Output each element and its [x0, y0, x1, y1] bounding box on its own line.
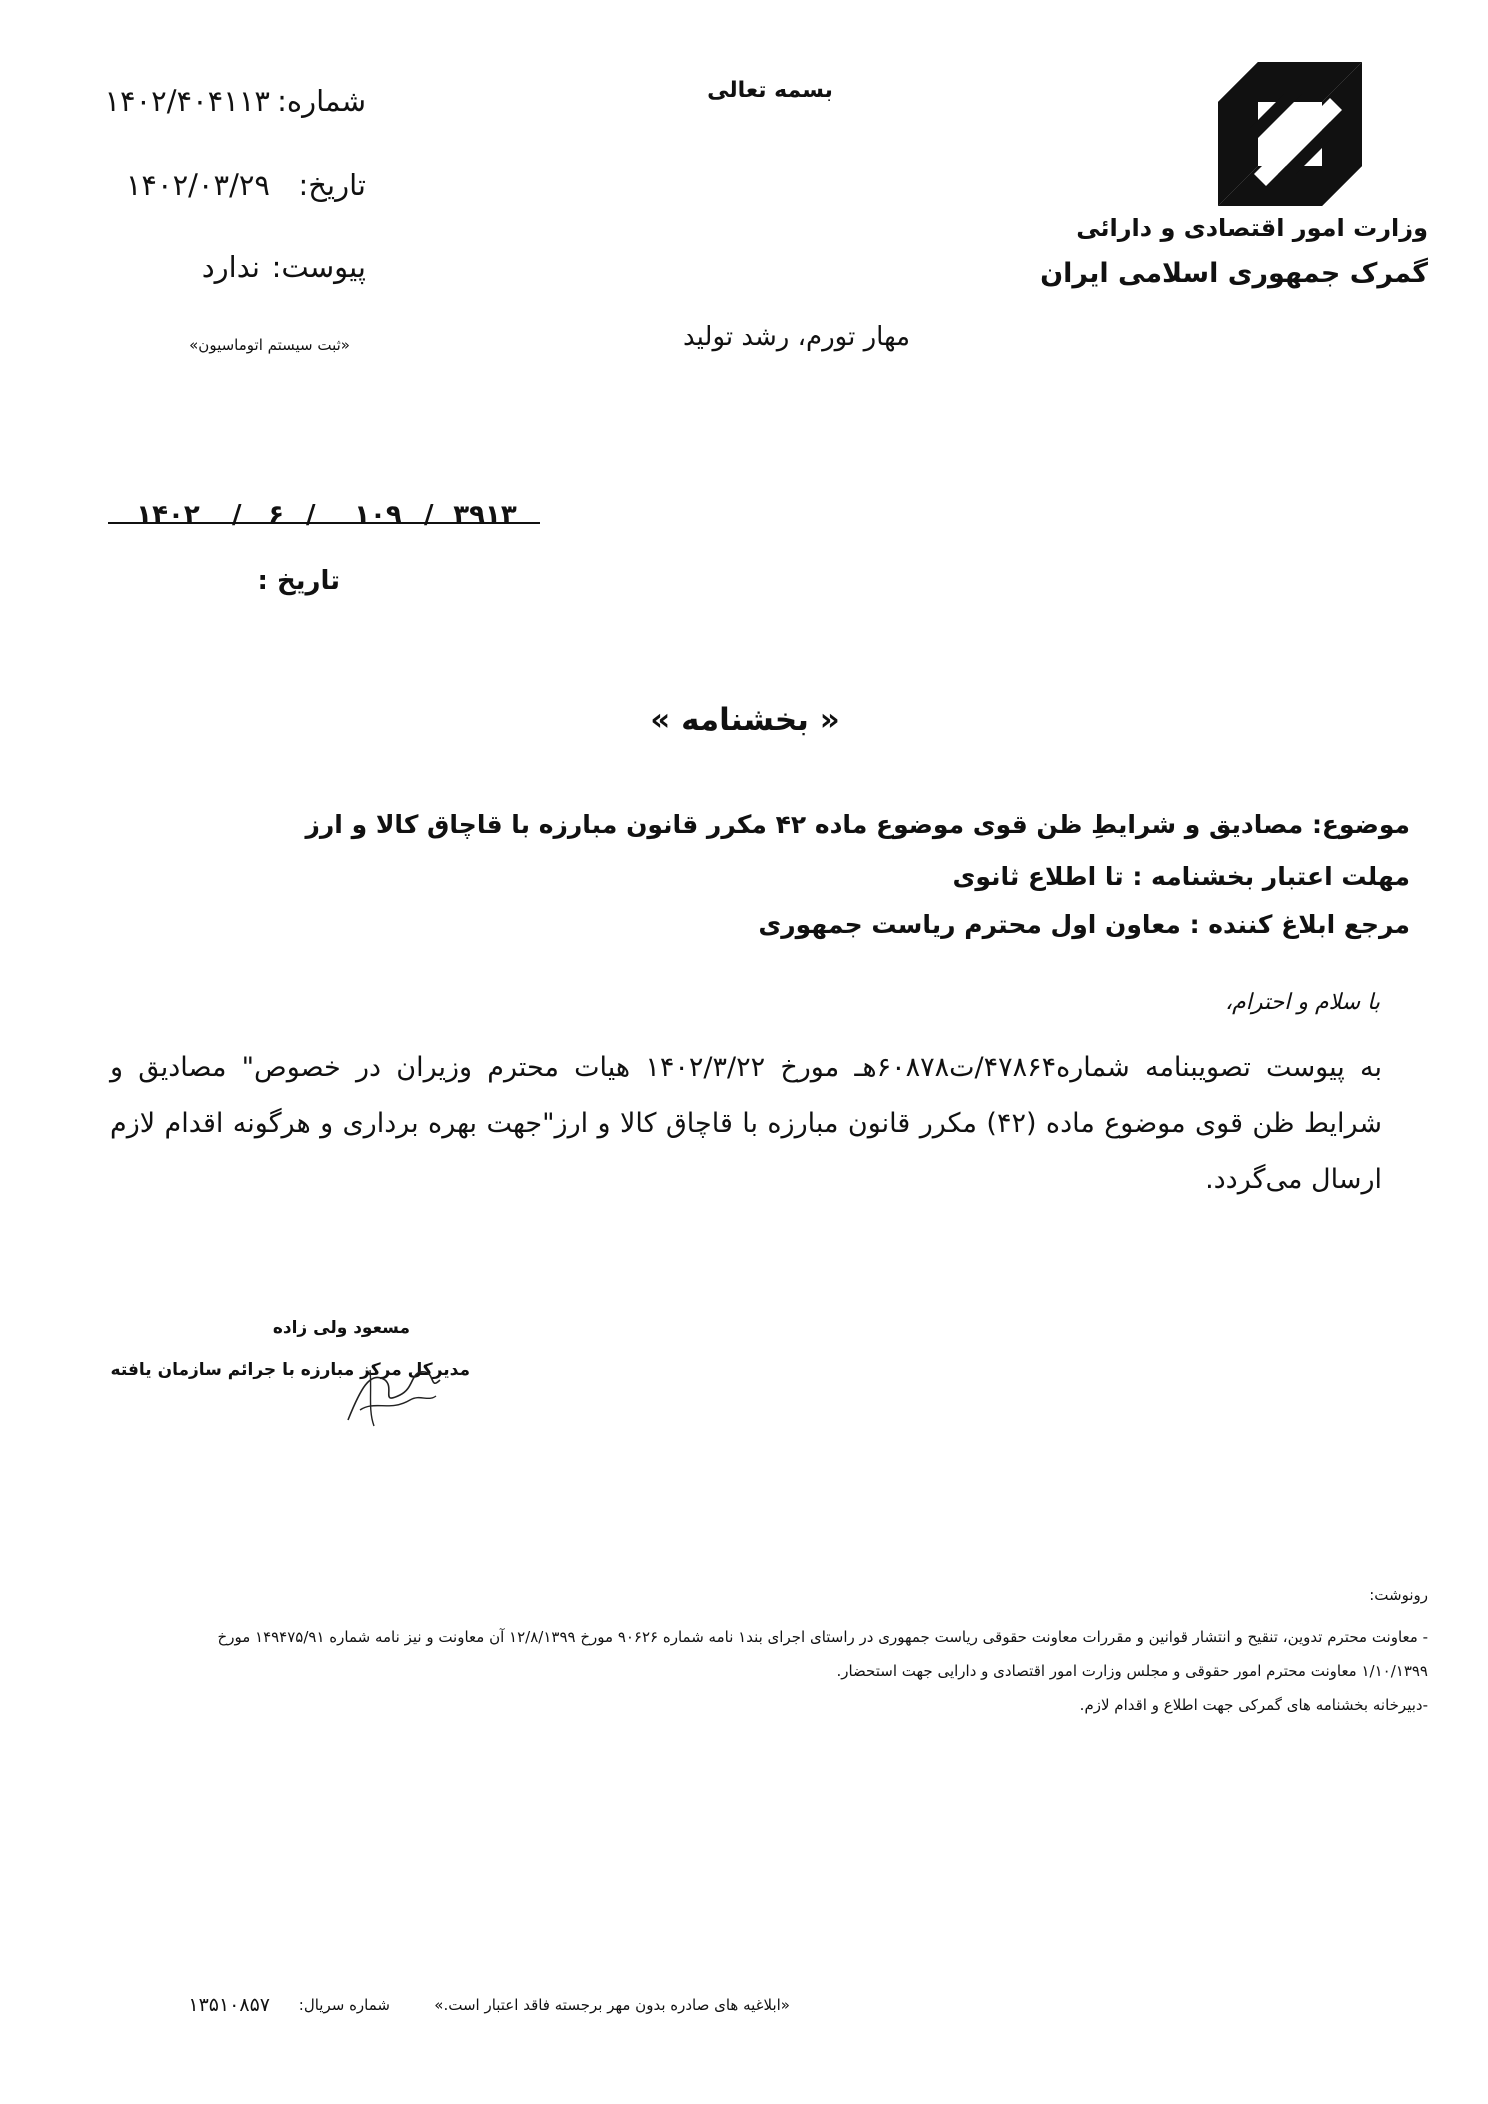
cc-item: - معاونت محترم تدوین، تنقیح و انتشار قوانین و مقررات معاونت حقوقی ریاست جمهوری در راستای اجرای بند۱ نامه شماره ۹۰۶۲۶ مورخ ۱۲/۸/۱۳۹۹ آن معاونت و نیز نامه شماره ۱۴۹۴۷۵/۹۱ مورخ — [217, 1628, 1428, 1646]
handwritten-signature — [340, 1350, 450, 1430]
attachment-label: پیوست: — [271, 250, 366, 284]
issuer-line: مرجع ابلاغ کننده : معاون اول محترم ریاست جمهوری — [758, 910, 1410, 939]
letter-number-label: شماره: — [277, 84, 366, 118]
year-slogan: مهار تورم، رشد تولید — [683, 322, 910, 352]
besmeh-heading: بسمه تعالی — [707, 78, 833, 103]
serial-number-value: ۱۳۵۱۰۸۵۷ — [188, 1994, 270, 2016]
cc-item: -دبیرخانه بخشنامه های گمرکی جهت اطلاع و اقدام لازم. — [1079, 1696, 1428, 1714]
attachment-value: ندارد — [201, 250, 260, 284]
customs-logo-icon — [1218, 62, 1362, 206]
letter-date-value: ۱۴۰۲/۰۳/۲۹ — [125, 168, 270, 202]
ministry-name: وزارت امور اقتصادی و دارائی — [1076, 214, 1428, 242]
cc-list — [110, 1620, 1428, 1722]
letter-number-value: ۱۴۰۲/۴۰۴۱۱۳ — [104, 84, 270, 118]
cc-item: ۱/۱۰/۱۳۹۹ معاونت محترم امور حقوقی و مجلس وزارت امور اقتصادی و دارایی جهت استحضار. — [836, 1662, 1428, 1680]
signer-name: مسعود ولی زاده — [272, 1318, 410, 1338]
validity-line: مهلت اعتبار بخشنامه : تا اطلاع ثانوی — [952, 862, 1410, 891]
reference-day: ۶ — [268, 500, 284, 530]
cc-title: رونوشت: — [1369, 1586, 1428, 1604]
customs-name: گمرک جمهوری اسلامی ایران — [1040, 258, 1428, 289]
validity-footer-note: «ابلاغیه های صادره بدون مهر برجسته فاقد اعتبار است.» — [434, 1996, 790, 2014]
reference-separator: / — [306, 500, 316, 530]
reference-year: ۱۴۰۲ — [136, 500, 200, 530]
letter-date-label: تاریخ: — [298, 168, 366, 202]
subject-line: موضوع: مصادیق و شرایطِ ظن قوی موضوع ماده ۴۲ مکرر قانون مبارزه با قاچاق کالا و ارز — [305, 810, 1410, 839]
greeting: با سلام و احترام، — [1225, 990, 1380, 1015]
body-paragraph: به پیوست تصویبنامه شماره۴۷۸۶۴/ت۶۰۸۷۸هـ مورخ ۱۴۰۲/۳/۲۲ هیات محترم وزیران در خصوص" مصادیق و شرایط ظن قوی موضوع ماده (۴۲) مکرر قانون مبارزه با قاچاق کالا و ارز"جهت بهره برداری و هرگونه اقدام لازم ارسال می‌گردد. — [110, 1052, 1383, 1195]
serial-number-label: شماره سریال: — [298, 1996, 390, 2014]
reference-date-label: تاریخ : — [257, 566, 340, 596]
circular-title: « بخشنامه » — [650, 702, 840, 738]
signer-title: مدیرکل مرکز مبارزه با جرائم سازمان یافته — [110, 1360, 470, 1380]
reference-separator: / — [424, 500, 434, 530]
reference-code: ۱۰۹ — [354, 500, 402, 530]
reference-number: ۳۹۱۳ — [453, 500, 517, 530]
automation-note: «ثبت سیستم اتوماسیون» — [189, 336, 350, 354]
reference-separator: / — [232, 500, 242, 530]
